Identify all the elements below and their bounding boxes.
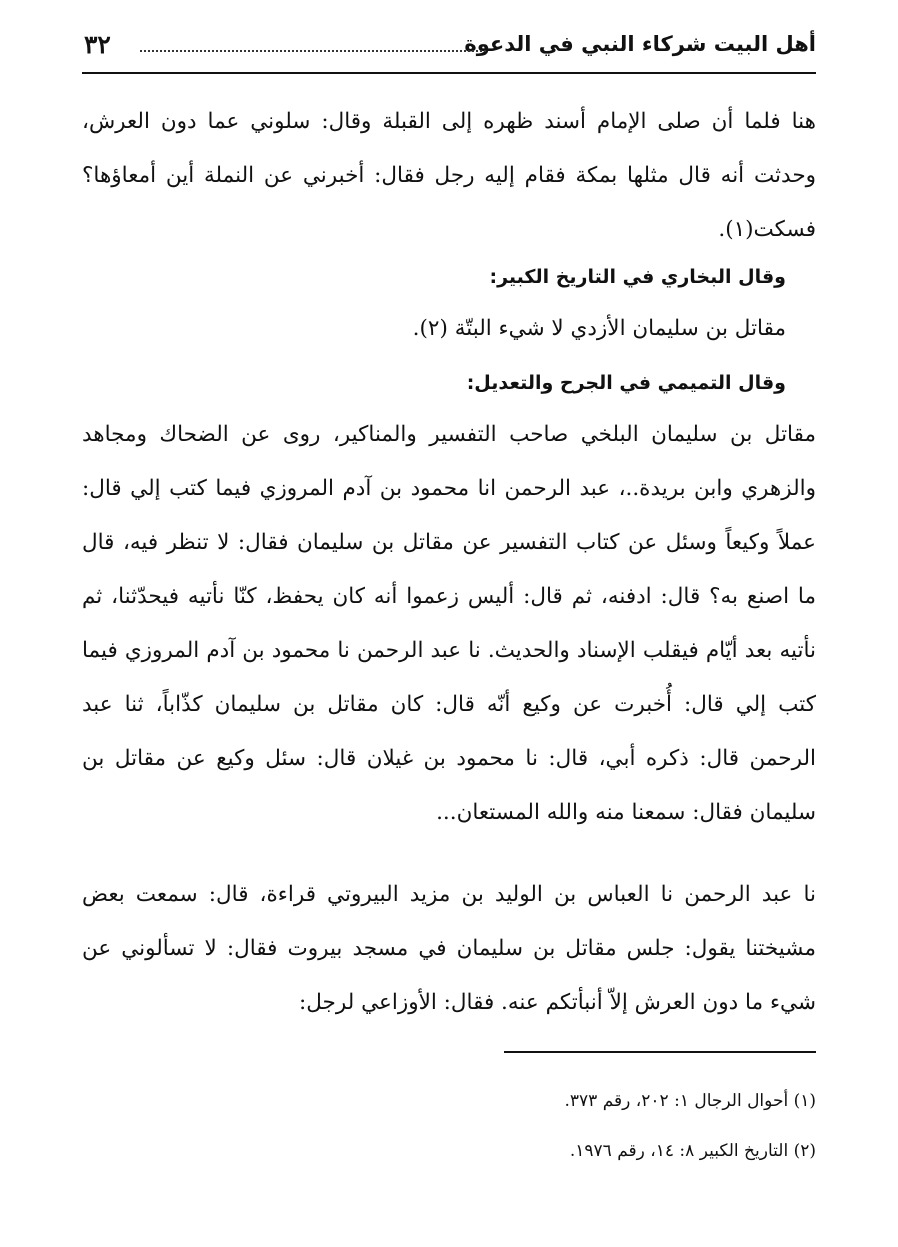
footnote-divider bbox=[504, 1051, 816, 1053]
header-divider bbox=[82, 72, 816, 74]
page-number: ٣٢ bbox=[84, 30, 111, 59]
footnote-1: (١) أحوال الرجال ١: ٢٠٢، رقم ٣٧٣. bbox=[564, 1091, 816, 1111]
quote-bukhari: مقاتل بن سليمان الأزدي لا شيء البتّة (٢). bbox=[412, 316, 786, 341]
paragraph-2: مقاتل بن سليمان البلخي صاحب التفسير والمناكير، روى عن الضحاك ومجاهد والزهري وابن بريدة..، عبد الرحمن انا محمود بن آدم المروزي فيما كتب إلي قال: عملاً وكيعاً وسئل عن كتاب التفسير عن مقاتل بن سليمان فقال: لا تنظر فيه، قال ما اصنع به؟ قال: ادفنه، ثم قال: أليس زعموا أنه كان يحفظ، كنّا نأتيه فيحدّثنا، ثم نأتيه بعد أيّام فيقلب الإسناد والحديث. نا عبد الرحمن نا محمود بن آدم المروزي فيما كتب إلي قال: أُخبرت عن وكيع أنّه قال: كان مقاتل بن سليمان كذّاباً، ثنا عبد الرحمن قال: ذكره أبي، قال: نا محمود بن غيلان قال: سئل وكيع عن مقاتل بن سليمان فقال: سمعنا منه والله المستعان... bbox=[82, 422, 816, 825]
header-dotted-leader bbox=[140, 50, 486, 52]
footnote-2: (٢) التاريخ الكبير ٨: ١٤، رقم ١٩٧٦. bbox=[569, 1141, 816, 1161]
paragraph-1: هنا فلما أن صلى الإمام أسند ظهره إلى القبلة وقال: سلوني عما دون العرش، وحدثت أنه قال مثلها بمكة فقام إليه رجل فقال: أخبرني عن النملة أين أمعاؤها؟ فسكت(١). bbox=[82, 109, 816, 242]
heading-tamimi: وقال التميمي في الجرح والتعديل: bbox=[466, 372, 786, 394]
running-title: أهل البيت شركاء النبي في الدعوة bbox=[464, 32, 816, 56]
paragraph-3: نا عبد الرحمن نا العباس بن الوليد بن مزيد البيروتي قراءة، قال: سمعت بعض مشيختنا يقول: جلس مقاتل بن سليمان في مسجد بيروت فقال: لا تسألوني عن شيء ما دون العرش إلاّ أنبأتكم عنه. فقال: الأوزاعي لرجل: bbox=[82, 882, 816, 1015]
page-header bbox=[82, 30, 816, 70]
heading-bukhari: وقال البخاري في التاريخ الكبير: bbox=[489, 266, 786, 288]
